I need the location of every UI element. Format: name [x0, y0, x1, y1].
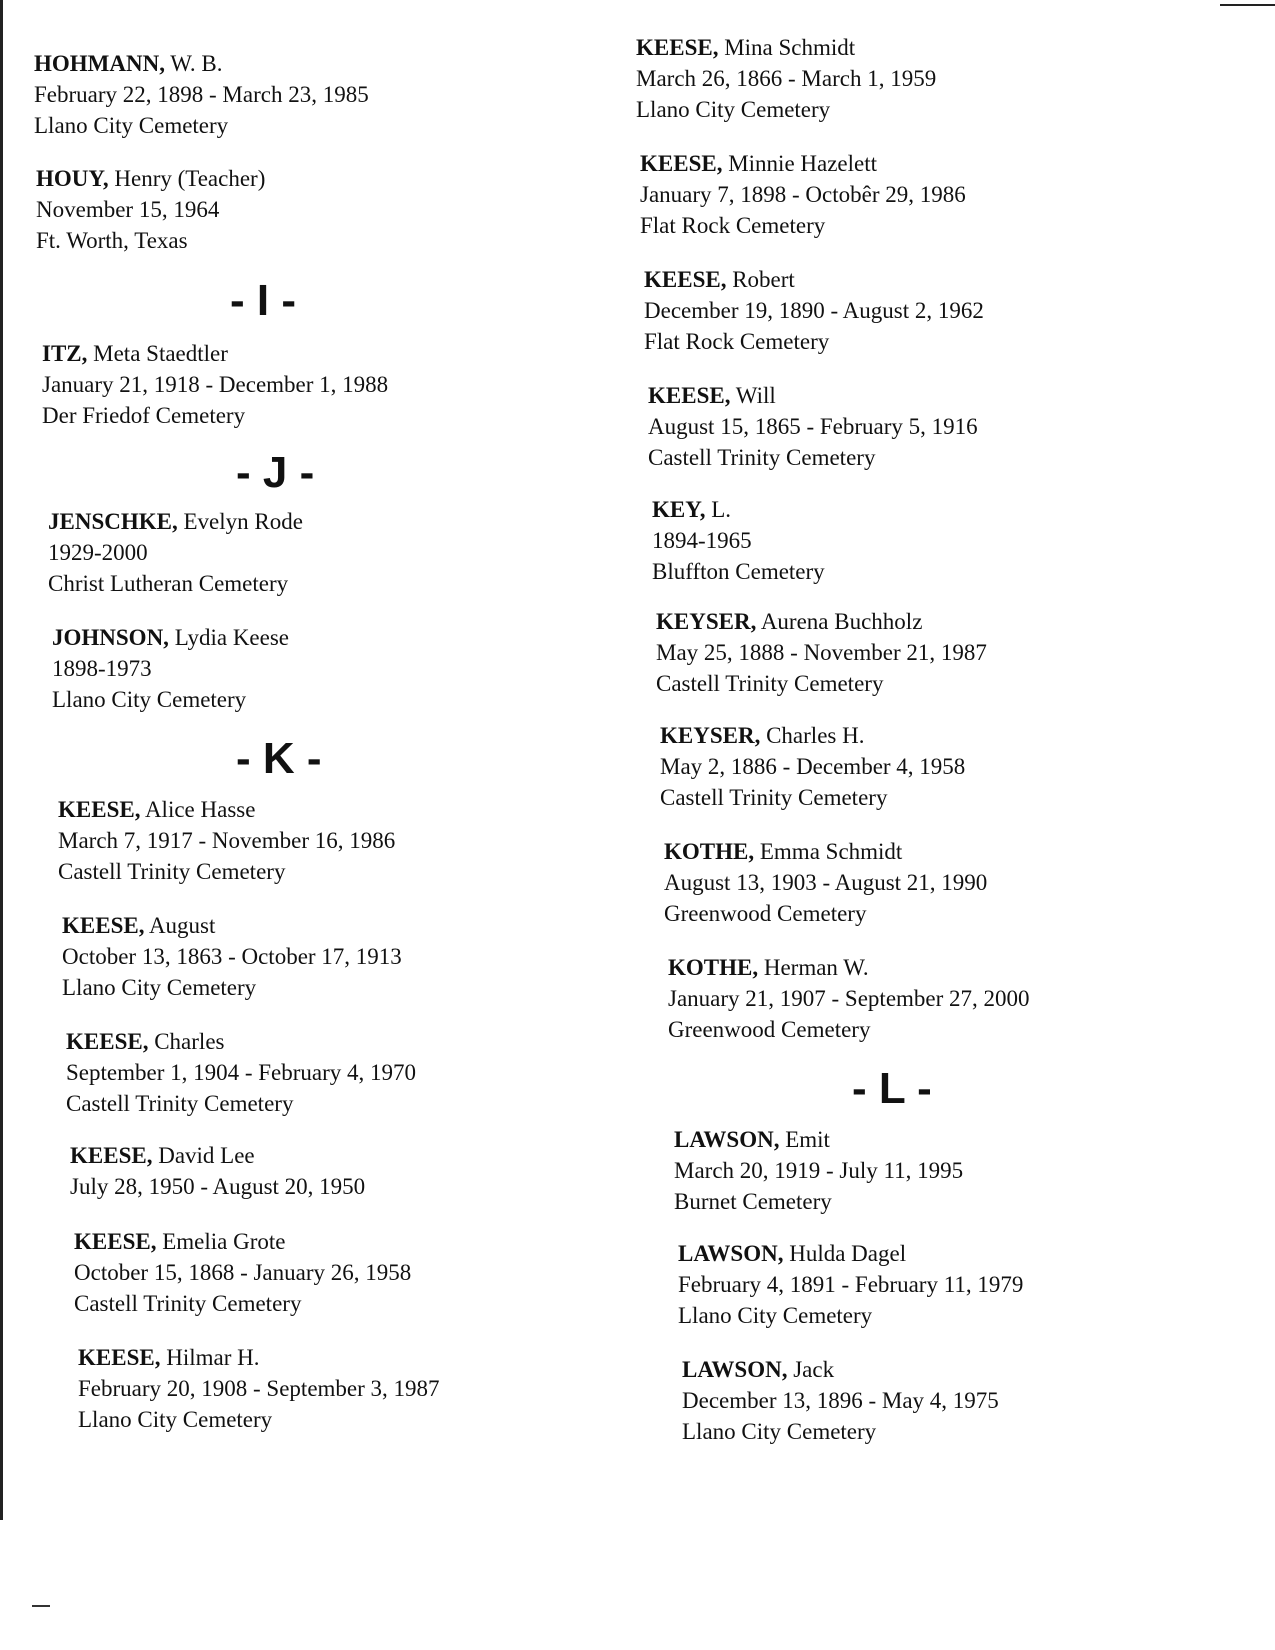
entry-given-name: August	[144, 913, 216, 938]
entry-surname: KEESE,	[636, 35, 719, 60]
entry-given-name: Aurena Buchholz	[756, 609, 923, 634]
entry-dates: August 13, 1903 - August 21, 1990	[664, 870, 988, 895]
burial-entry	[656, 606, 987, 699]
entry-name-line	[78, 1342, 440, 1373]
entry-surname: JOHNSON,	[52, 625, 169, 650]
entry-place: Bluffton Cemetery	[652, 559, 825, 584]
entry-given-name: Emit	[779, 1127, 830, 1152]
entry-given-name: Lydia Keese	[168, 625, 290, 650]
entry-surname: KEESE,	[648, 383, 731, 408]
entry-given-name: W. B.	[164, 51, 223, 76]
entry-surname: KEESE,	[66, 1029, 149, 1054]
entry-place: Llano City Cemetery	[78, 1407, 273, 1432]
entry-dates: December 19, 1890 - August 2, 1962	[644, 298, 984, 323]
entry-place: Castell Trinity Cemetery	[648, 445, 876, 470]
entry-given-name: Alice Hasse	[140, 797, 256, 822]
entry-given-name: Hilmar H.	[160, 1345, 260, 1370]
entry-place: Castell Trinity Cemetery	[66, 1091, 294, 1116]
burial-entry	[682, 1354, 999, 1447]
entry-dates: October 15, 1868 - January 26, 1958	[74, 1260, 412, 1285]
entry-name-line	[66, 1026, 416, 1057]
entry-surname: LAWSON,	[674, 1127, 780, 1152]
entry-place: Flat Rock Cemetery	[640, 213, 826, 238]
burial-entry	[652, 494, 825, 587]
burial-entry	[36, 163, 265, 256]
entry-surname: KEESE,	[78, 1345, 161, 1370]
entry-place: Castell Trinity Cemetery	[656, 671, 884, 696]
entry-given-name: Charles H.	[760, 723, 865, 748]
entry-given-name: Emma Schmidt	[754, 839, 903, 864]
entry-dates: July 28, 1950 - August 20, 1950	[70, 1174, 366, 1199]
entry-given-name: Meta Staedtler	[87, 341, 228, 366]
burial-entry	[48, 506, 303, 599]
entry-name-line	[652, 494, 825, 525]
entry-place: Christ Lutheran Cemetery	[48, 571, 289, 596]
entry-place: Flat Rock Cemetery	[644, 329, 830, 354]
entry-given-name: David Lee	[152, 1143, 255, 1168]
entry-name-line	[34, 48, 369, 79]
entry-place: Greenwood Cemetery	[664, 901, 867, 926]
burial-entry	[52, 622, 289, 715]
entry-given-name: Mina Schmidt	[718, 35, 856, 60]
entry-surname: KEESE,	[74, 1229, 157, 1254]
entry-given-name: Robert	[726, 267, 795, 292]
entry-place: Castell Trinity Cemetery	[660, 785, 888, 810]
entry-dates: 1894-1965	[652, 528, 752, 553]
entry-given-name: Charles	[148, 1029, 225, 1054]
burial-entry	[648, 380, 978, 473]
entry-place: Der Friedof Cemetery	[42, 403, 246, 428]
entry-place: Llano City Cemetery	[52, 687, 247, 712]
entry-given-name: Evelyn Rode	[177, 509, 303, 534]
entry-name-line	[636, 32, 936, 63]
entry-dates: March 26, 1866 - March 1, 1959	[636, 66, 937, 91]
burial-entry	[34, 48, 369, 141]
entry-name-line	[678, 1238, 1023, 1269]
entry-dates: May 2, 1886 - December 4, 1958	[660, 754, 966, 779]
entry-dates: February 20, 1908 - September 3, 1987	[78, 1376, 440, 1401]
entry-place: Castell Trinity Cemetery	[74, 1291, 302, 1316]
burial-entry	[644, 264, 984, 357]
entry-place: Burnet Cemetery	[674, 1189, 832, 1214]
entry-given-name: Jack	[787, 1357, 835, 1382]
burial-entry	[636, 32, 936, 125]
burial-entry	[664, 836, 987, 929]
entry-dates: February 4, 1891 - February 11, 1979	[678, 1272, 1024, 1297]
entry-surname: KOTHE,	[664, 839, 755, 864]
entry-surname: KEYSER,	[660, 723, 761, 748]
entry-surname: JENSCHKE,	[48, 509, 178, 534]
entry-dates: 1929-2000	[48, 540, 148, 565]
entry-given-name: Hulda Dagel	[783, 1241, 907, 1266]
entry-place: Greenwood Cemetery	[668, 1017, 871, 1042]
scan-bottom-mark	[32, 1605, 50, 1607]
entry-name-line	[48, 506, 303, 537]
entry-name-line	[660, 720, 965, 751]
entry-name-line	[42, 338, 388, 369]
section-heading-i: - I -	[230, 276, 296, 325]
burial-entry	[62, 910, 402, 1003]
entry-surname: LAWSON,	[678, 1241, 784, 1266]
burial-entry	[66, 1026, 416, 1119]
entry-name-line	[70, 1140, 365, 1171]
entry-surname: KEYSER,	[656, 609, 757, 634]
entry-name-line	[668, 952, 1030, 983]
burial-entry	[678, 1238, 1023, 1331]
entry-surname: KEY,	[652, 497, 706, 522]
entry-dates: January 7, 1898 - Octobêr 29, 1986	[640, 182, 966, 207]
entry-dates: May 25, 1888 - November 21, 1987	[656, 640, 987, 665]
section-heading-l: - L -	[852, 1064, 932, 1113]
entry-name-line	[74, 1226, 411, 1257]
entry-place: Castell Trinity Cemetery	[58, 859, 286, 884]
entry-surname: KEESE,	[640, 151, 723, 176]
entry-dates: December 13, 1896 - May 4, 1975	[682, 1388, 999, 1413]
entry-dates: March 7, 1917 - November 16, 1986	[58, 828, 396, 853]
entry-name-line	[656, 606, 987, 637]
entry-given-name: Emelia Grote	[156, 1229, 286, 1254]
entry-surname: KOTHE,	[668, 955, 759, 980]
entry-dates: October 13, 1863 - October 17, 1913	[62, 944, 402, 969]
burial-entry	[640, 148, 966, 241]
entry-name-line	[58, 794, 395, 825]
entry-name-line	[640, 148, 966, 179]
burial-entry	[668, 952, 1030, 1045]
entry-surname: KEESE,	[58, 797, 141, 822]
entry-dates: September 1, 1904 - February 4, 1970	[66, 1060, 417, 1085]
entry-surname: HOUY,	[36, 166, 109, 191]
entry-place: Llano City Cemetery	[34, 113, 229, 138]
burial-entry	[74, 1226, 411, 1319]
entry-surname: LAWSON,	[682, 1357, 788, 1382]
entry-given-name: Herman W.	[758, 955, 869, 980]
burial-entry	[70, 1140, 365, 1202]
binding-edge-line	[0, 0, 3, 1520]
entry-dates: November 15, 1964	[36, 197, 220, 222]
entry-name-line	[682, 1354, 999, 1385]
entry-surname: ITZ,	[42, 341, 88, 366]
entry-dates: August 15, 1865 - February 5, 1916	[648, 414, 978, 439]
entry-surname: KEESE,	[62, 913, 145, 938]
entry-given-name: Henry (Teacher)	[108, 166, 266, 191]
burial-entry	[78, 1342, 440, 1435]
entry-surname: KEESE,	[644, 267, 727, 292]
section-heading-k: - K -	[236, 734, 322, 783]
section-heading-j: - J -	[236, 448, 315, 497]
entry-name-line	[62, 910, 402, 941]
entry-given-name: Will	[730, 383, 776, 408]
burial-entry	[660, 720, 965, 813]
burial-entry	[58, 794, 395, 887]
entry-dates: January 21, 1907 - September 27, 2000	[668, 986, 1030, 1011]
entry-dates: 1898-1973	[52, 656, 152, 681]
entry-place: Llano City Cemetery	[682, 1419, 877, 1444]
entry-name-line	[664, 836, 987, 867]
entry-name-line	[52, 622, 289, 653]
entry-name-line	[36, 163, 265, 194]
entry-dates: January 21, 1918 - December 1, 1988	[42, 372, 389, 397]
entry-name-line	[674, 1124, 963, 1155]
burial-entry	[674, 1124, 963, 1217]
entry-place: Ft. Worth, Texas	[36, 228, 188, 253]
entry-place: Llano City Cemetery	[678, 1303, 873, 1328]
entry-dates: February 22, 1898 - March 23, 1985	[34, 82, 369, 107]
entry-surname: KEESE,	[70, 1143, 153, 1168]
entry-place: Llano City Cemetery	[62, 975, 257, 1000]
entry-given-name: L.	[705, 497, 732, 522]
entry-name-line	[644, 264, 984, 295]
scan-corner-mark	[1220, 4, 1275, 6]
entry-given-name: Minnie Hazelett	[722, 151, 878, 176]
entry-name-line	[648, 380, 978, 411]
entry-dates: March 20, 1919 - July 11, 1995	[674, 1158, 964, 1183]
entry-place: Llano City Cemetery	[636, 97, 831, 122]
burial-entry	[42, 338, 388, 431]
entry-surname: HOHMANN,	[34, 51, 165, 76]
